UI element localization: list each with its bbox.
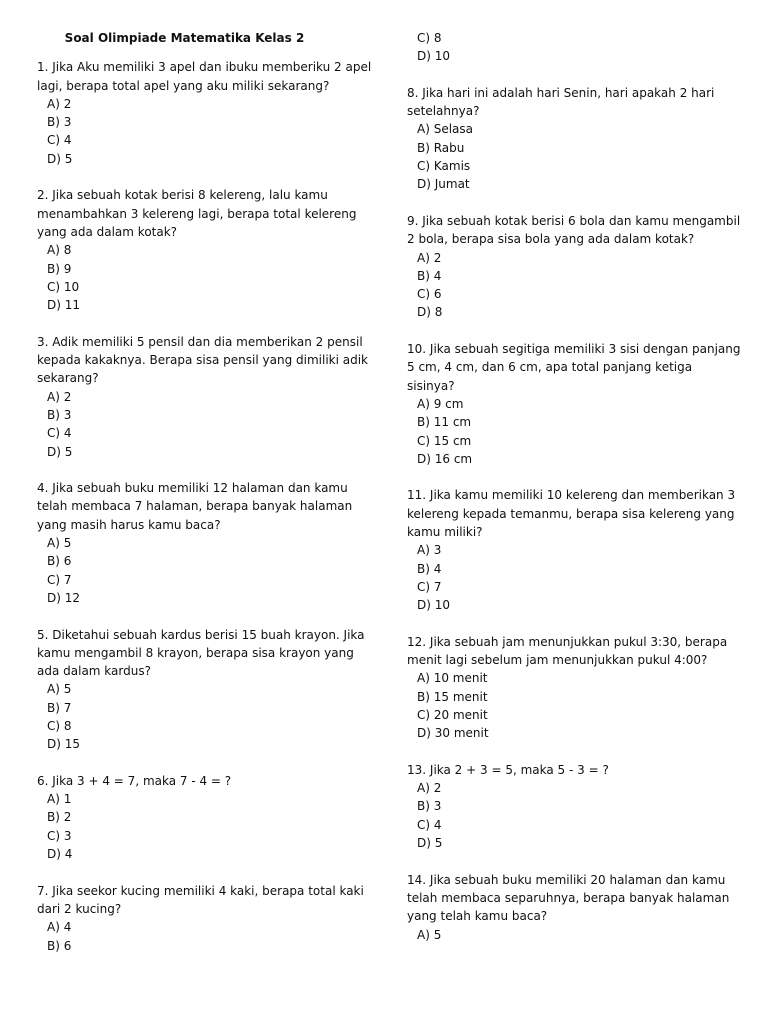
option: D) 5: [47, 444, 73, 459]
option: B) 7: [47, 700, 72, 715]
question-block: [407, 84, 742, 194]
question-text: 3. Adik memiliki 5 pensil dan dia memberikan 2 pensil kepada kakaknya. Berapa sisa pensil yang dimiliki adik sekarang?: [37, 334, 369, 386]
question-text: 8. Jika hari ini adalah hari Senin, hari apakah 2 hari setelahnya?: [407, 85, 715, 119]
option-list: [37, 95, 372, 168]
option-list: [37, 790, 372, 863]
option: C) 8: [47, 718, 72, 733]
right-question-list: [407, 84, 742, 944]
option-list: [407, 120, 742, 193]
option: A) 2: [417, 250, 442, 265]
option: D) 12: [47, 590, 81, 605]
option-list: [37, 241, 372, 314]
question-text: 6. Jika 3 + 4 = 7, maka 7 - 4 = ?: [37, 773, 232, 788]
question-text: 14. Jika sebuah buku memiliki 20 halaman dan kamu telah membaca separuhnya, berapa banyak halaman yang telah kamu baca?: [407, 872, 730, 924]
option: A) 10 menit: [417, 671, 488, 686]
option: B) 3: [47, 115, 72, 130]
option: A) 5: [47, 536, 72, 551]
option: A) 3: [417, 543, 442, 558]
question-block: [37, 882, 372, 955]
option-list: [37, 388, 372, 461]
option: C) 20 menit: [417, 707, 488, 722]
question-block: [407, 212, 742, 322]
option-list: [407, 779, 742, 852]
option-list: [37, 534, 372, 607]
option: A) 2: [47, 96, 72, 111]
question-text: 5. Diketahui sebuah kardus berisi 15 buah krayon. Jika kamu mengambil 8 krayon, berapa sisa krayon yang ada dalam kardus?: [37, 627, 365, 679]
option: D) 30 menit: [417, 726, 489, 741]
option: A) 2: [417, 781, 442, 796]
option: D) 15: [47, 737, 81, 752]
option: A) 4: [47, 920, 72, 935]
option: C) 4: [47, 426, 72, 441]
option: C) 3: [47, 828, 72, 843]
option: D) 5: [47, 151, 73, 166]
option-list: [407, 395, 742, 468]
question-text: 4. Jika sebuah buku memiliki 12 halaman dan kamu telah membaca 7 halaman, berapa banyak halaman yang masih harus kamu baca?: [37, 481, 353, 532]
page-title: Soal Olimpiade Matematika Kelas 2: [64, 31, 305, 45]
question-block: [407, 871, 742, 944]
option: D) 10: [417, 598, 451, 613]
option: D) 8: [417, 305, 443, 320]
option: A) 5: [417, 927, 442, 942]
question-text: 7. Jika seekor kucing memiliki 4 kaki, berapa total kaki dari 2 kucing?: [37, 883, 364, 916]
question-block: [37, 333, 372, 461]
option: A) Selasa: [417, 122, 473, 137]
question-block: [407, 633, 742, 743]
right-column: [407, 29, 742, 962]
option: A) 5: [47, 682, 72, 697]
option: B) 4: [417, 268, 442, 283]
left-question-list: [37, 58, 372, 955]
question-block: [407, 761, 742, 852]
question-block: [37, 58, 372, 168]
option: C) 7: [47, 572, 72, 587]
option: A) 1: [47, 792, 72, 807]
option: B) 3: [47, 407, 72, 422]
question-block: [407, 340, 742, 468]
option: A) 9 cm: [417, 396, 464, 411]
question-block: [37, 772, 372, 863]
question-block: [37, 626, 372, 754]
option: C) 15 cm: [417, 433, 472, 448]
option: D) 16 cm: [417, 451, 473, 466]
option: C) Kamis: [417, 159, 471, 174]
option: C) 4: [47, 133, 72, 148]
option-list: [407, 926, 742, 944]
option: C) 10: [47, 279, 80, 294]
option: C) 7: [417, 579, 442, 594]
option: B) 6: [47, 938, 72, 953]
option-list: [37, 680, 372, 753]
option: C) 4: [417, 817, 442, 832]
question-text: 2. Jika sebuah kotak berisi 8 kelereng, lalu kamu menambahkan 3 kelereng lagi, berapa total kelereng yang ada dalam kotak?: [37, 188, 357, 239]
option: D) 5: [417, 836, 443, 851]
option: D) 11: [47, 298, 81, 313]
option: D) Jumat: [417, 177, 470, 192]
option: B) Rabu: [417, 140, 465, 155]
option: A) 2: [47, 389, 72, 404]
option: B) 6: [47, 554, 72, 569]
option-list: [37, 918, 372, 955]
option-list: [407, 541, 742, 614]
option-list: [407, 669, 742, 742]
question-block: [37, 186, 372, 314]
question-text: 9. Jika sebuah kotak berisi 6 bola dan kamu mengambil 2 bola, berapa sisa bola yang ada dalam kotak?: [407, 213, 741, 247]
question-text: 1. Jika Aku memiliki 3 apel dan ibuku memberiku 2 apel lagi, berapa total apel yang aku miliki sekarang?: [37, 60, 372, 93]
option: C) 8: [417, 31, 442, 45]
option: B) 4: [417, 561, 442, 576]
option: B) 11 cm: [417, 415, 472, 430]
continued-options: [407, 29, 742, 66]
option: B) 2: [47, 810, 72, 825]
question-block: [37, 479, 372, 607]
option: B) 3: [417, 799, 442, 814]
option: C) 6: [417, 287, 442, 302]
left-column: [37, 29, 372, 973]
option: B) 9: [47, 261, 72, 276]
question-text: 10. Jika sebuah segitiga memiliki 3 sisi dengan panjang 5 cm, 4 cm, dan 6 cm, apa total panjang ketiga sisinya?: [407, 342, 741, 393]
option: D) 4: [47, 847, 73, 862]
option: D) 10: [417, 49, 451, 64]
question-text: 13. Jika 2 + 3 = 5, maka 5 - 3 = ?: [407, 762, 609, 777]
question-block: [407, 486, 742, 614]
question-text: 12. Jika sebuah jam menunjukkan pukul 3:30, berapa menit lagi sebelum jam menunjukkan pukul 4:00?: [407, 634, 728, 668]
option: A) 8: [47, 243, 72, 258]
option: B) 15 menit: [417, 689, 488, 704]
question-text: 11. Jika kamu memiliki 10 kelereng dan memberikan 3 kelereng kepada temanmu, berapa sisa kelereng yang kamu miliki?: [407, 488, 736, 540]
option-list: [407, 249, 742, 322]
